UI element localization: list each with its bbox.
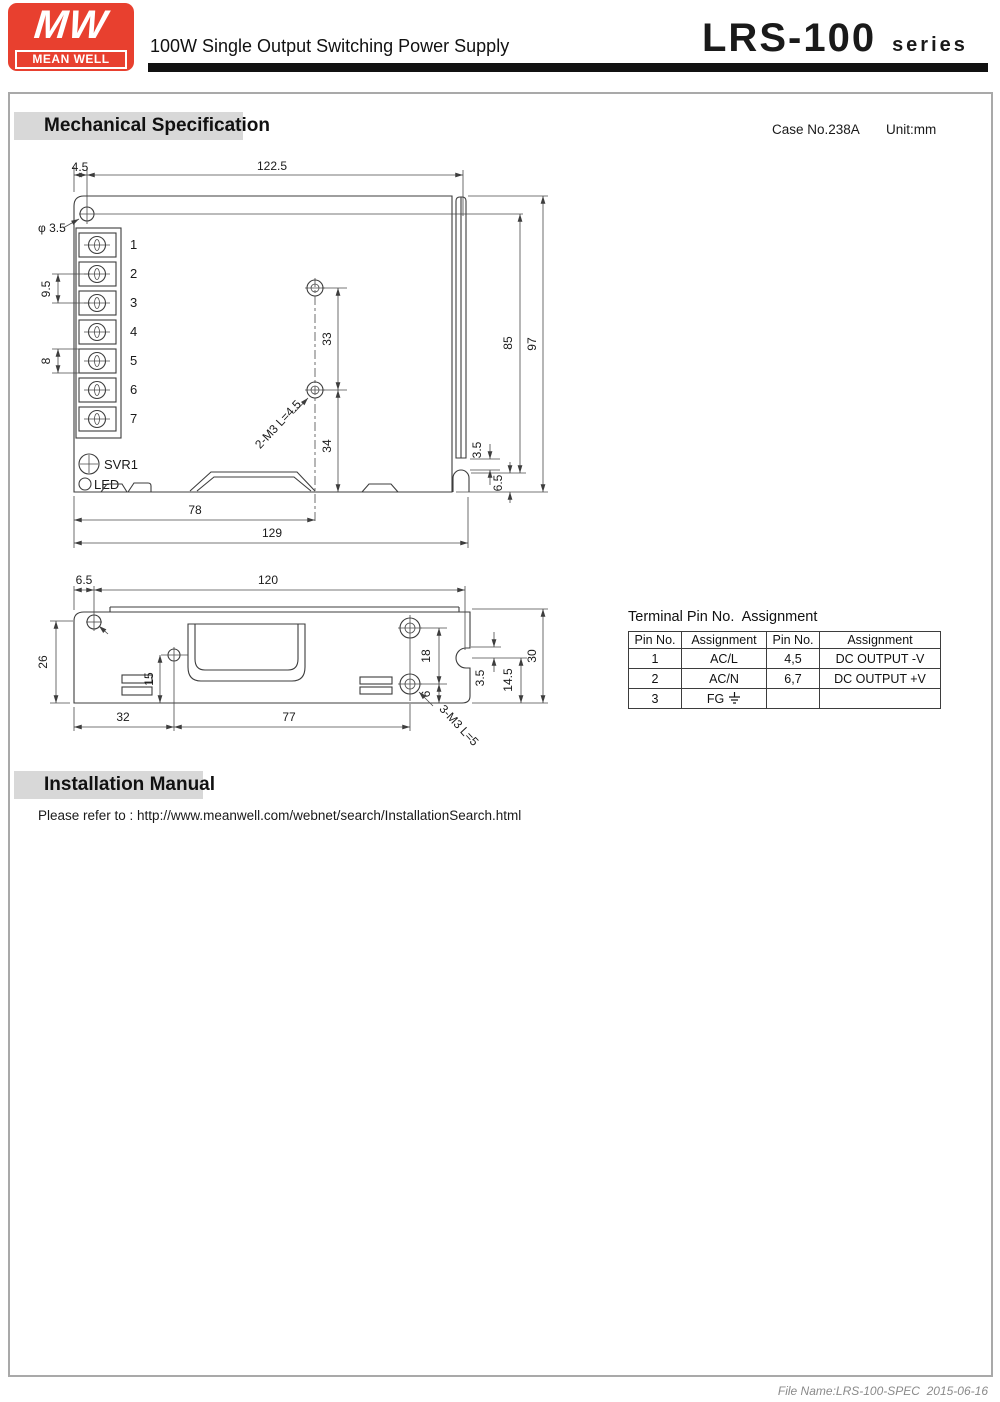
section-installation-manual xyxy=(14,771,216,799)
dim-label: 120 xyxy=(257,573,279,587)
unit-label: Unit:mm xyxy=(886,122,937,137)
dim-label: 30 xyxy=(525,649,539,663)
pin-number: 7 xyxy=(130,411,138,426)
dim-label: 78 xyxy=(188,503,202,517)
dim-label: 32 xyxy=(116,710,130,724)
pin-no-cell: 6,7 xyxy=(767,669,820,689)
dim-label: 4.5 xyxy=(71,160,89,174)
pin-number: 2 xyxy=(130,266,138,281)
dim-label: 3.5 xyxy=(470,441,484,459)
rail-hook xyxy=(453,470,469,492)
pin-no-cell: 4,5 xyxy=(767,649,820,669)
logo-name-text: MEAN WELL xyxy=(32,52,110,66)
assignment-cell xyxy=(682,689,767,709)
dim-label: 6.5 xyxy=(75,573,93,587)
svr1-label: SVR1 xyxy=(104,457,138,472)
dim-label: 33 xyxy=(320,332,334,346)
assignment-cell: AC/N xyxy=(682,669,767,689)
assignment-cell xyxy=(820,689,941,709)
dim-label: φ 3.5 xyxy=(38,221,66,235)
pin-no-cell xyxy=(767,689,820,709)
vent-slots xyxy=(122,675,392,695)
dim-label: 129 xyxy=(261,526,283,540)
led-label: LED xyxy=(94,477,120,492)
assignment-cell: DC OUTPUT +V xyxy=(820,669,941,689)
side-recess xyxy=(188,624,305,681)
dim-label: 6.5 xyxy=(491,474,505,492)
dim-label: 122.5 xyxy=(256,159,288,173)
fg-label: FG xyxy=(706,691,725,706)
dim-label: 18 xyxy=(419,649,433,663)
case-number: Case No.238A xyxy=(772,122,860,137)
pin-number: 4 xyxy=(130,324,138,339)
ground-icon xyxy=(728,692,741,704)
page-title: 100W Single Output Switching Power Supply xyxy=(150,36,510,56)
assignment-cell: DC OUTPUT -V xyxy=(820,649,941,669)
series-name: LRS-100 xyxy=(702,16,877,60)
col-header: Assignment xyxy=(820,632,941,649)
dim-label: 85 xyxy=(501,336,515,350)
pin-number: 1 xyxy=(130,237,138,252)
thread-note: 3-M3 L=5 xyxy=(436,701,482,749)
dim-label: 3.5 xyxy=(473,669,487,687)
side-view xyxy=(36,573,548,749)
table-row xyxy=(629,669,941,689)
led-indicator xyxy=(79,478,91,490)
logo-mw-text: MW xyxy=(32,3,110,47)
col-header: Pin No. xyxy=(629,632,682,649)
svr1-potentiometer xyxy=(79,454,99,474)
pin-number: 5 xyxy=(130,353,138,368)
pin-no-cell: 1 xyxy=(629,649,682,669)
section-heading: Installation Manual xyxy=(44,774,216,795)
table-row xyxy=(629,689,941,709)
dim-label: 97 xyxy=(525,337,539,351)
pin-table-header-row xyxy=(629,632,941,649)
dim-label: 9.5 xyxy=(39,280,53,298)
col-header: Assignment xyxy=(682,632,767,649)
pin-table xyxy=(628,631,941,709)
section-heading: Mechanical Specification xyxy=(44,115,270,136)
dim-label: 8 xyxy=(39,357,53,365)
pin-number: 6 xyxy=(130,382,138,397)
dim-label: 34 xyxy=(320,439,334,453)
dim-label: 26 xyxy=(36,655,50,669)
thread-note: 2-M3 L=4.5 xyxy=(252,397,305,452)
dim-label: 14.5 xyxy=(501,668,515,692)
terminal-pin-assignment xyxy=(628,609,941,709)
pin-number: 3 xyxy=(130,295,138,310)
pin-table-title: Terminal Pin No. Assignment xyxy=(628,609,818,625)
top-view xyxy=(38,159,548,548)
terminal-screws xyxy=(84,237,110,428)
installation-note: Please refer to : http://www.meanwell.com/webnet/search/InstallationSearch.html xyxy=(38,808,522,823)
file-info: File Name:LRS-100-SPEC 2015-06-16 xyxy=(777,1384,988,1398)
table-row xyxy=(629,649,941,669)
dim-label: 77 xyxy=(282,710,296,724)
bottom-edge-details xyxy=(101,472,398,492)
col-header: Pin No. xyxy=(767,632,820,649)
series-suffix: series xyxy=(892,34,968,56)
pin-no-cell: 2 xyxy=(629,669,682,689)
dim-label: 15 xyxy=(142,672,156,686)
assignment-cell: AC/L xyxy=(682,649,767,669)
dim-label: 6 xyxy=(419,690,433,698)
pin-no-cell: 3 xyxy=(629,689,682,709)
